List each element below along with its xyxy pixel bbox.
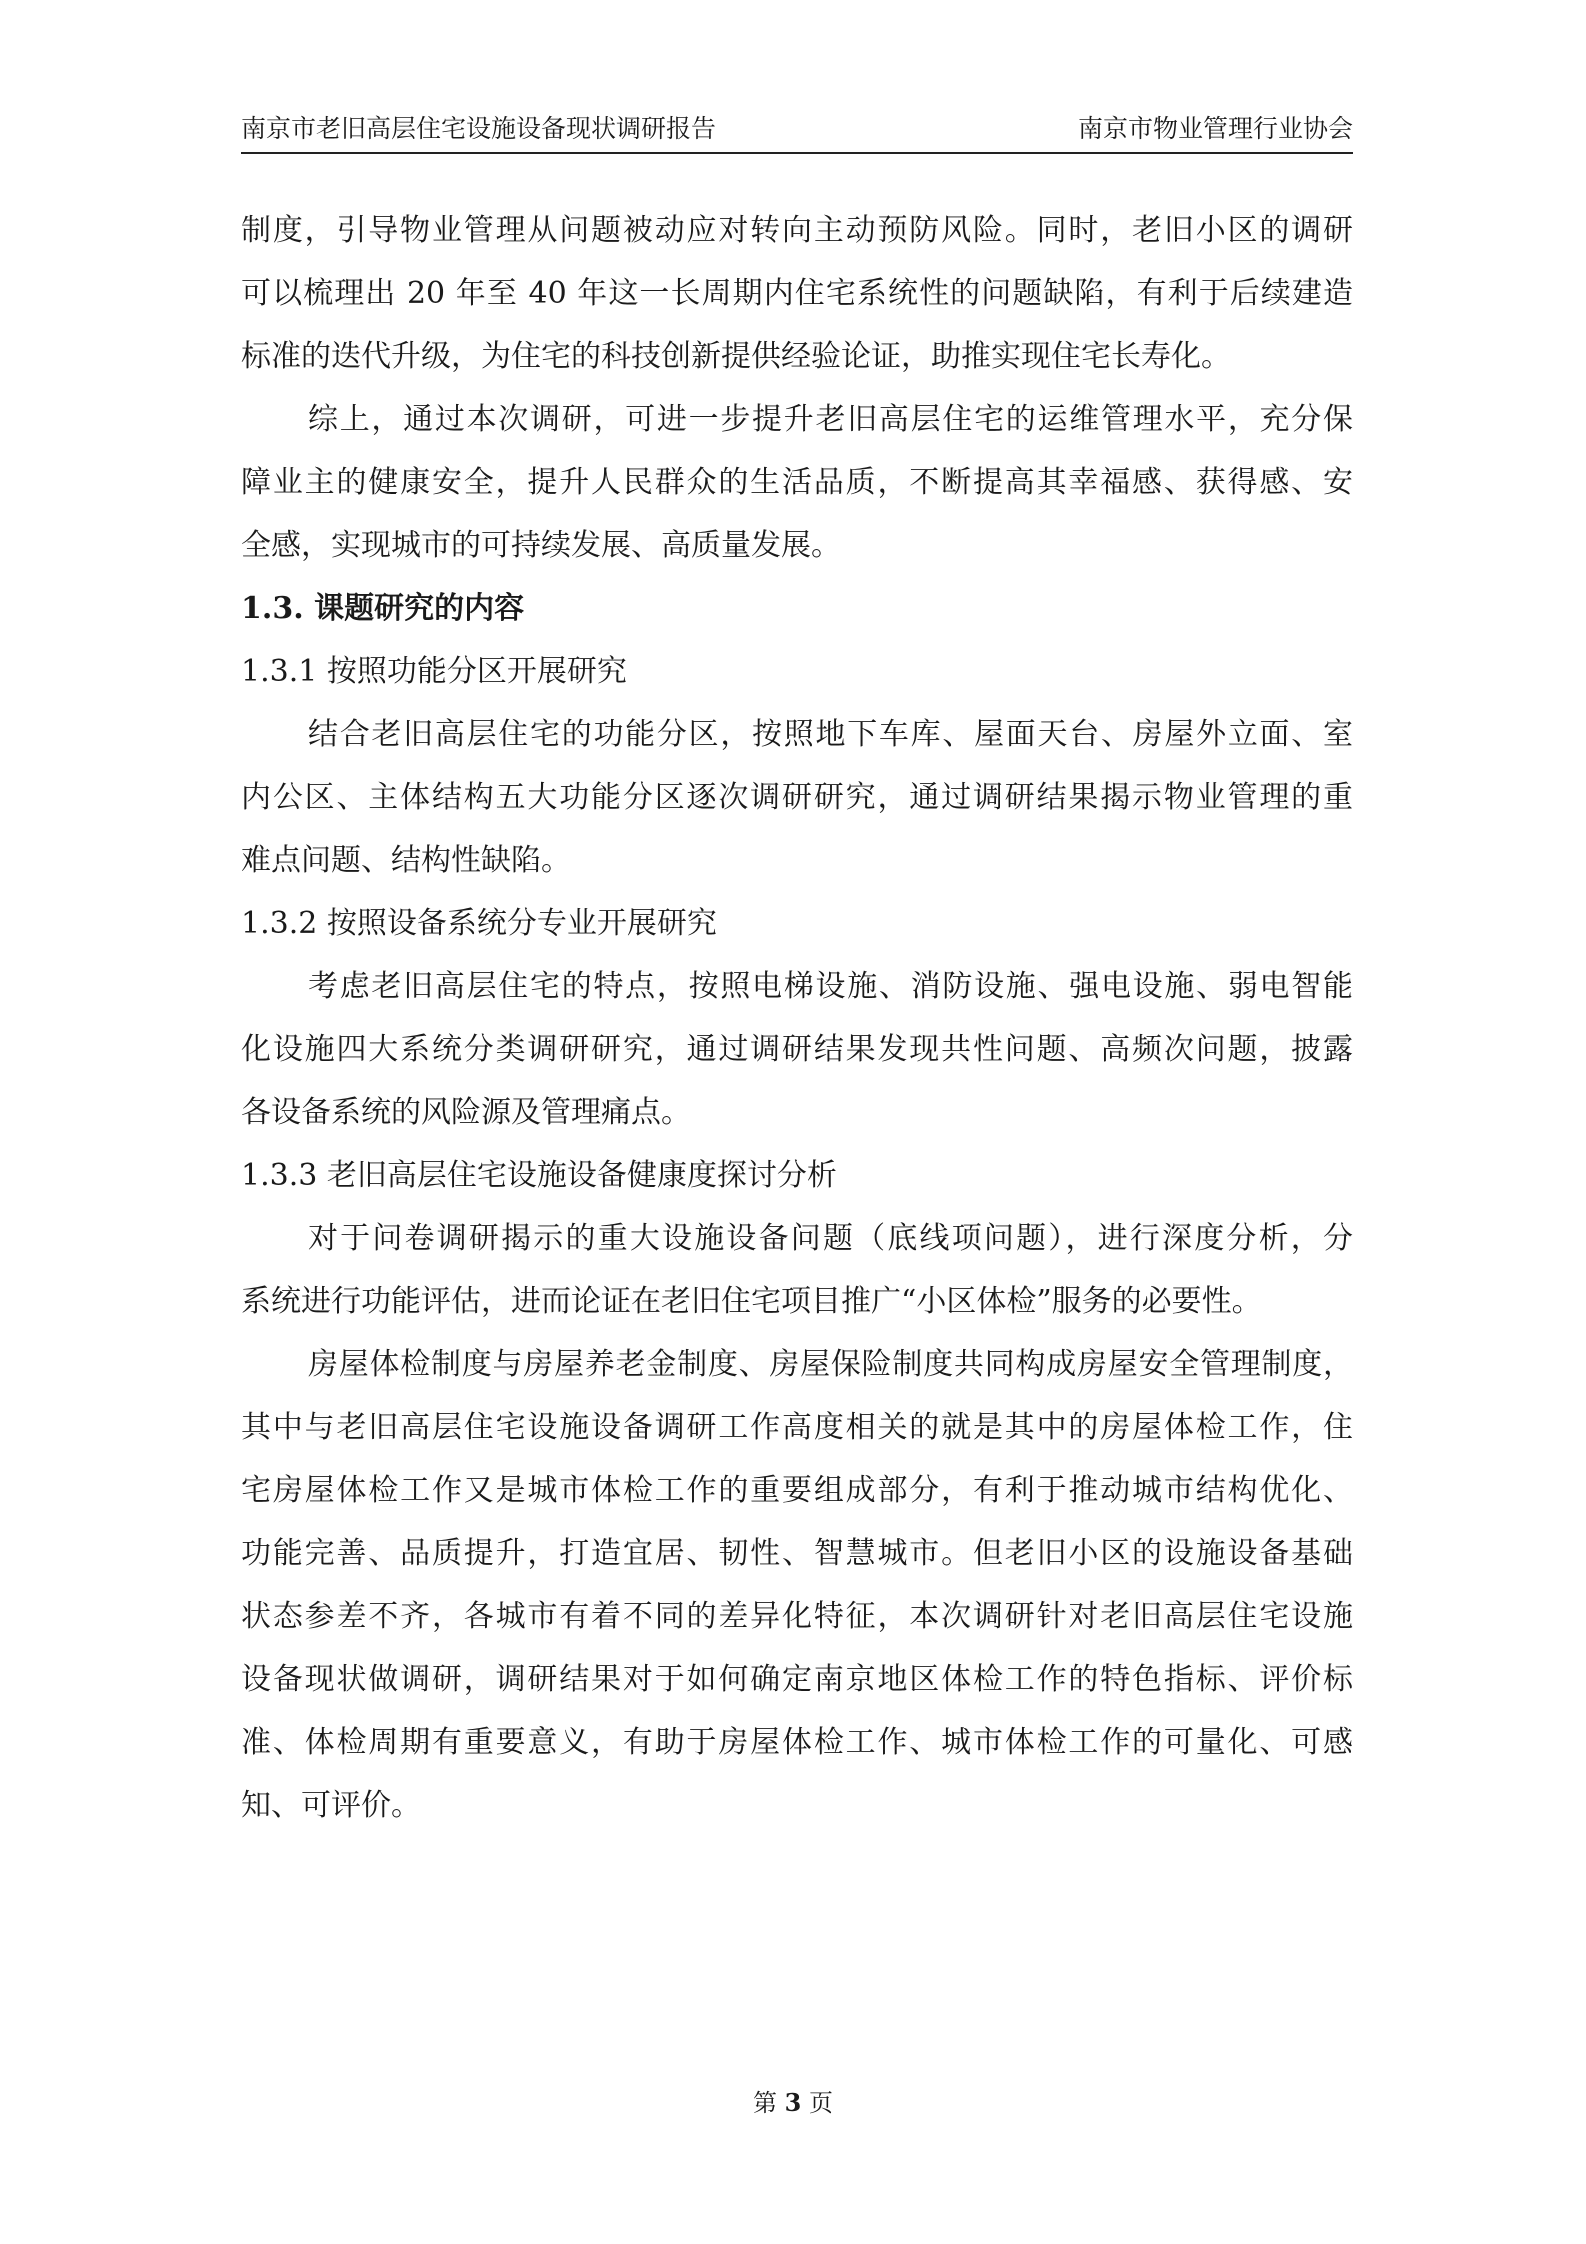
paragraph-line: 可以梳理出 20 年至 40 年这一长周期内住宅系统性的问题缺陷，有利于后续建造 <box>241 276 1353 311</box>
subsection-heading-1-3-1: 1.3.1 按照功能分区开展研究 <box>241 654 627 689</box>
subsection-heading-1-3-3: 1.3.3 老旧高层住宅设施设备健康度探讨分析 <box>241 1158 837 1193</box>
page-number-prefix: 第 <box>753 2089 777 2117</box>
paragraph-health-analysis <box>241 1207 1353 1333</box>
page-header <box>241 112 1353 154</box>
paragraph-line: 制度，引导物业管理从问题被动应对转向主动预防风险。同时，老旧小区的调研 <box>241 213 1353 248</box>
page-number-suffix: 页 <box>808 2089 833 2117</box>
paragraph-line: 状态参差不齐，各城市有着不同的差异化特征，本次调研针对老旧高层住宅设施 <box>241 1599 1353 1634</box>
section-heading-1-3: 1.3. 课题研究的内容 <box>241 591 525 626</box>
paragraph-line: 对于问卷调研揭示的重大设施设备问题（底线项问题），进行深度分析，分 <box>308 1221 1353 1256</box>
paragraph-line: 知、可评价。 <box>241 1788 421 1823</box>
page-footer <box>0 2088 1586 2118</box>
paragraph-line: 准、体检周期有重要意义，有助于房屋体检工作、城市体检工作的可量化、可感 <box>241 1725 1353 1760</box>
paragraph-line: 设备现状做调研，调研结果对于如何确定南京地区体检工作的特色指标、评价标 <box>241 1662 1353 1697</box>
paragraph-functional-zones <box>241 703 1353 892</box>
paragraph-line: 功能完善、品质提升，打造宜居、韧性、智慧城市。但老旧小区的设施设备基础 <box>241 1536 1353 1571</box>
paragraph-equipment-systems <box>241 955 1353 1144</box>
paragraph-line: 结合老旧高层住宅的功能分区，按照地下车库、屋面天台、房屋外立面、室 <box>308 717 1353 752</box>
paragraph-line: 全感，实现城市的可持续发展、高质量发展。 <box>241 528 841 563</box>
header-report-title: 南京市老旧高层住宅设施设备现状调研报告 <box>241 114 717 143</box>
paragraph-line: 宅房屋体检工作又是城市体检工作的重要组成部分，有利于推动城市结构优化、 <box>241 1473 1353 1508</box>
paragraph-line: 障业主的健康安全，提升人民群众的生活品质，不断提高其幸福感、获得感、安 <box>241 465 1353 500</box>
document-body <box>241 199 1353 1837</box>
paragraph-line: 难点问题、结构性缺陷。 <box>241 843 571 878</box>
paragraph-research-significance <box>241 199 1353 388</box>
paragraph-line: 其中与老旧高层住宅设施设备调研工作高度相关的就是其中的房屋体检工作，住 <box>241 1410 1353 1445</box>
paragraph-line: 化设施四大系统分类调研研究，通过调研结果发现共性问题、高频次问题，披露 <box>241 1032 1353 1067</box>
paragraph-line: 考虑老旧高层住宅的特点，按照电梯设施、消防设施、强电设施、弱电智能 <box>308 969 1353 1004</box>
header-organization: 南京市物业管理行业协会 <box>1077 114 1353 143</box>
paragraph-summary <box>241 388 1353 577</box>
paragraph-line: 各设备系统的风险源及管理痛点。 <box>241 1095 691 1130</box>
paragraph-line: 标准的迭代升级，为住宅的科技创新提供经验论证，助推实现住宅长寿化。 <box>241 339 1231 374</box>
subsection-heading-1-3-2: 1.3.2 按照设备系统分专业开展研究 <box>241 906 717 941</box>
page-number: 3 <box>784 2088 802 2117</box>
paragraph-house-inspection <box>241 1333 1353 1837</box>
paragraph-line: 系统进行功能评估，进而论证在老旧住宅项目推广“小区体检”服务的必要性。 <box>241 1284 1262 1319</box>
paragraph-line: 房屋体检制度与房屋养老金制度、房屋保险制度共同构成房屋安全管理制度， <box>308 1347 1353 1382</box>
paragraph-line: 综上，通过本次调研，可进一步提升老旧高层住宅的运维管理水平，充分保 <box>308 402 1353 437</box>
paragraph-line: 内公区、主体结构五大功能分区逐次调研研究，通过调研结果揭示物业管理的重 <box>241 780 1353 815</box>
